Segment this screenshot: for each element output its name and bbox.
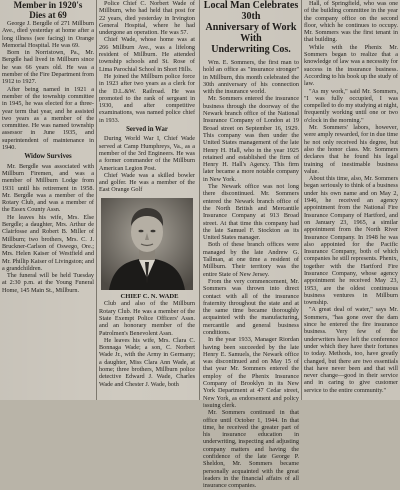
- article-paragraph: While with the Phenix Mr. Sommers began to realize that a knowledge of law was a necessity for success in the insurance business. According to his book up the study of law.: [304, 43, 398, 88]
- article-paragraph: Police Chief C. Norbert Wade of Millburn, who had held that post for 22 years, died yesterday in Irvington General Hospital, where he had undergone an operation. He was 57.: [99, 0, 195, 37]
- obituary-bergdle-headline: [2, 0, 94, 20]
- article-paragraph: Mr. Sommers continued in that office until October 1, 1944. In that time, he received the greater part of his insurance education in underwriting, inspecting and adjusting company matters and having the confidence of the late George P. Sheldon, Mr. Sommers became personally acquainted with the great leaders in the financial affairs of all insurance companies.: [203, 409, 299, 490]
- column-rule: [96, 0, 97, 400]
- article-paragraph: He joined the Millburn police force in 1923 after two years as a clerk for the D.L.&W. Railroad. He was promoted to the rank of sergeant in 1930, and after competitive examinations, was named police chief in 1933.: [99, 72, 195, 124]
- article-paragraph: The Newark office was not long there discontinued. Mr. Sommers entered the Newark branch office of the North British and Mercantile Insurance Company at 913 Broad street. At that time this company had the late Samuel F. Stockton as its United States manager.: [203, 183, 299, 242]
- article-paragraph: In the year 1933, Manager Riordan having been succeeded by the late Henry E. Samuels, the Newark office was discontinued and on May 15 of that year Mr. Sommers entered the employ of the Phenix Insurance Company of Brooklyn in its New York Department at 47 Cedar street, New York, as endorsement and policy issuing clerk.: [203, 336, 299, 409]
- article-paragraph: Mr. Sommers entered the insurance business through the doorway of the Newark branch office of the National Insurance Company of London at 19 Broad street on September 16, 1929. This company was then under the United States management of the late Henry H. Hall, who in the year 1925 retained and established the firm of Henry H. Hall's Agency. This firm later became a more notable company in New York.: [203, 95, 299, 183]
- chief-wade-portrait-photo: [101, 198, 193, 290]
- headline-line: Local Man Celebrates 30th: [203, 0, 299, 22]
- article-paragraph: "A great deal of water," says Mr. Sommers, "has gone over the dam since he entered the fire insurance business. Very few of the underwriters have left the conference under which they have their fortunes to today. Methods, too, have greatly changed, but there are two essentials that have never been and that will never change—good in their service and in caring to give customer service to the entire community.": [304, 306, 398, 394]
- article-paragraph: Wm. E. Sommers, the first man to hold an office as "insurance stronger" in Millburn, this month celebrated the 30th anniversary of his connection with the insurance world.: [203, 59, 299, 96]
- article-paragraph: During World War I, Chief Wade served at Camp Humphreys, Va., as a member of the 3rd Engineers. He was a former commander of the Millburn American Legion Post.: [99, 135, 195, 172]
- article-paragraph: Chief Wade, whose home was at 266 Millburn Ave., was a lifelong resident of Millburn. He attended township schools and St. Rose of Lima Parochial School in Short Hills.: [99, 36, 195, 73]
- subheading: Widow Survives: [24, 153, 72, 161]
- article-paragraph: He leaves his wife, Mrs. Clara C. Bonnaga Wade; a son, C. Norbert Wade Jr., with the Army in Germany; a daughter, Miss Clara Ann Wade, at home; three brothers, Millburn police detective Edward J. Wade, Charles Wade and Chester J. Wade, both: [99, 336, 195, 388]
- article-paragraph: Mr. Sommers' labors, however, were amply rewarded, for in due time he not only received his degree, but also the honor class. Mr. Sommers declares that he found his legal training of inestimable business value.: [304, 124, 398, 175]
- subheading: Served in War: [126, 126, 168, 134]
- article-paragraph: Hall, of Springfield, who was one of the building committee in the year the company office on the second floor, which he continues to occupy. Mr. Sommers was the first tenant in that building.: [304, 0, 398, 44]
- headline-line: Anniversary of Work With: [205, 22, 297, 44]
- article-paragraph: Born in Norristown, Pa., Mr. Bergdle had lived in Millburn since he was 66 years old. He was a member of the Fire Department from 1912 to 1927.: [2, 49, 94, 86]
- sommers-article-headline: [203, 0, 299, 55]
- article-paragraph: After being named in 1921 a member of the township committee in 1945, he was elected for a three-year term that year, and he assisted two years as a member of the committee. He was named township assessor in June 1935, and superintendent of maintenance in 1940.: [2, 85, 94, 152]
- article-paragraph: "As my work," said Mr. Sommers, "I was fully occupied, I was compelled to do my studying at night, frequently working until one or two o'clock in the morning.": [304, 87, 399, 124]
- article-paragraph: George J. Bergdle of 271 Millburn Ave., died yesterday at home after a long illness (see facing) in Orange Memorial Hospital. He was 69.: [2, 20, 94, 49]
- headline-line: Dies at 69: [29, 10, 67, 20]
- article-paragraph: From the very commencement, Mr. Sommers was thrown into direct contact with all of the insurance fraternity throughout the state and at the same time became thoroughly acquainted with the manufacturing, mercantile and general business conditions.: [203, 277, 299, 336]
- article-paragraph: He leaves his wife, Mrs. Else Bergdle; a daughter, Mrs. Arthur de Clairfosse and Robert B. Miller of Millburn; two brothers, Mrs. C. J. Bruckner-Carlson of Oswego, Ore.; Mrs. Helen Kaiser of Westfield and Mr. Phillip Kaiser of Livingston; and a grandchildren.: [2, 213, 94, 272]
- article-paragraph: Club and also of the Millburn Rotary Club. He was a member of the State Exempt Police Officers' Assn. and an honorary member of the Patrolmen's Benevolent Assn.: [99, 300, 195, 337]
- headline-line: Underwriting Cos.: [211, 44, 291, 55]
- article-paragraph: Chief Wade was a skilled bowler and golfer. He was a member of the East Orange Golf: [99, 171, 195, 194]
- column-rule: [199, 0, 200, 400]
- column-rule: [301, 0, 302, 400]
- article-paragraph: Mr. Bergdle was associated with Millburn Firemen, and was a member of Millburn Lodge from 1931 until his retirement in 1958. Mr. Bergdle was a member of the Rotary Club, and was a member of the Essex County Assn.: [2, 162, 94, 214]
- obituary-wade-column: [99, 0, 195, 400]
- article-paragraph: About this time, also, Mr. Sommers began seriously to think of a business under his own name and on May 2, 1946, he received an agency appointment from the National Fire Insurance Company of Hartford, and on January 23, 1965, a similar appointment from the North River Insurance Company. In 1948 he was also appointed for the Pacific Insurance Company, both of which companies he still represents. Phenix, together with the Hartford Fire Insurance Company, whose agency appointment he received May 23, 1953, are the oldest continuous business ventures in Millburn township.: [304, 175, 398, 307]
- obituary-bergdle-column: [2, 0, 94, 400]
- article-paragraph: The funeral will be held Tuesday at 2:30 p.m. at the Young Funeral Home, 145 Main St., Millburn.: [2, 272, 94, 294]
- sommers-article-column: [203, 0, 299, 490]
- photo-caption: CHIEF C. N. WADE: [120, 292, 179, 300]
- article-paragraph: Both of these branch offices were managed by the late Andrew G. Tallman, at one time a resident of Millburn. Their territory was the entire State of New Jersey.: [203, 241, 299, 278]
- headline-line: Member in 1920's: [13, 0, 83, 10]
- sommers-article-continued-column: [304, 0, 398, 400]
